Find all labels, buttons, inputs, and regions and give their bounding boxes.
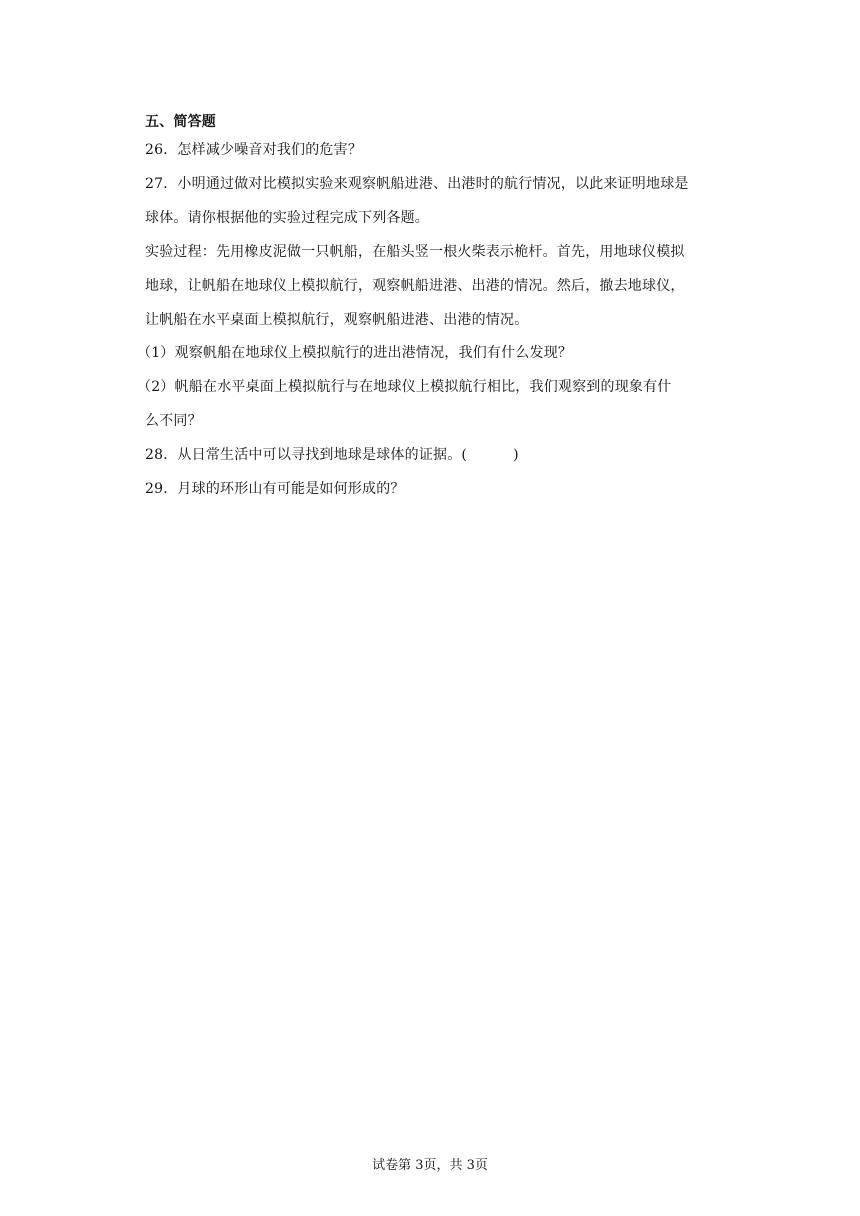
question-26: 26．怎样减少噪音对我们的危害？ xyxy=(145,142,363,158)
section-title: 五、简答题 xyxy=(145,114,216,130)
question-27-process-line-2: 地球，让帆船在地球仪上模拟航行，观察帆船进港、出港的情况。然后，撤去地球仪， xyxy=(145,278,685,294)
question-27-sub-2-line-1: （2）帆船在水平桌面上模拟航行与在地球仪上模拟航行相比，我们观察到的现象有什 xyxy=(137,379,672,395)
question-27-sub-1: （1）观察帆船在地球仪上模拟航行的进出港情况，我们有什么发现？ xyxy=(137,345,573,361)
question-28-text: 28．从日常生活中可以寻找到地球是球体的证据。( xyxy=(145,447,468,463)
question-27-line-2: 球体。请你根据他的实验过程完成下列各题。 xyxy=(145,210,429,226)
question-27-process-line-3: 让帆船在水平桌面上模拟航行，观察帆船进港、出港的情况。 xyxy=(145,312,529,328)
question-28 xyxy=(145,446,519,464)
question-28-close-paren: ) xyxy=(513,447,519,463)
question-29: 29．月球的环形山有可能是如何形成的？ xyxy=(145,481,405,497)
question-27-process-line-1: 实验过程：先用橡皮泥做一只帆船，在船头竖一根火柴表示桅杆。首先，用地球仪模拟 xyxy=(145,244,685,260)
question-27-line-1: 27．小明通过做对比模拟实验来观察帆船进港、出港时的航行情况，以此来证明地球是 xyxy=(145,176,689,192)
page-footer: 试卷第 3页，共 3页 xyxy=(372,1158,488,1173)
question-27-sub-2-line-2: 么不同？ xyxy=(145,413,202,429)
